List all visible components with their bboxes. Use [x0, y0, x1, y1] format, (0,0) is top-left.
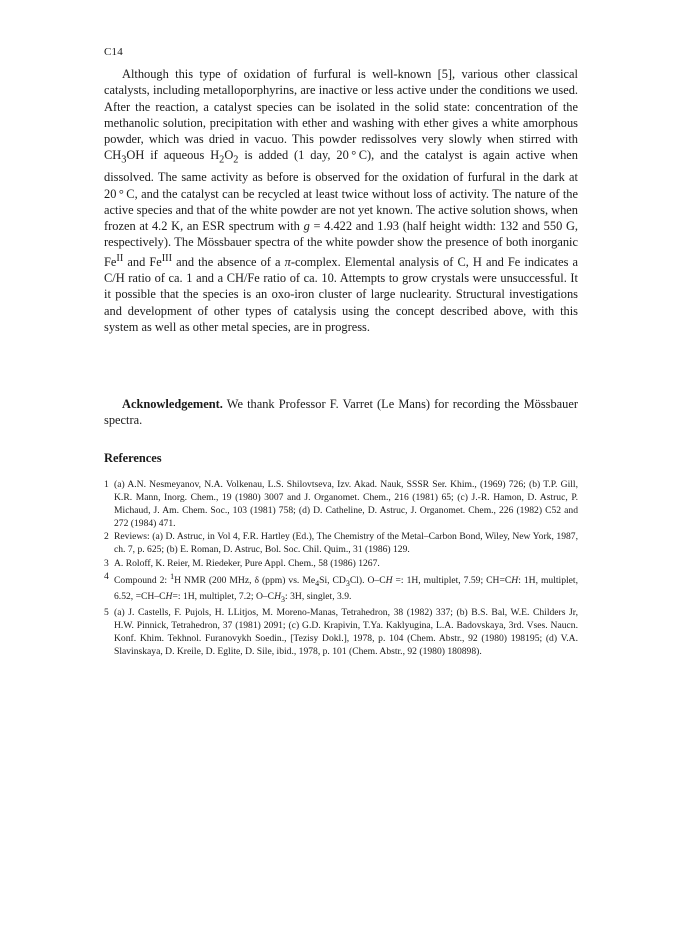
reference-number: 3	[104, 557, 109, 569]
acknowledgement-text: We thank Professor F. Varret (Le Mans) for recording the Mössbauer spectra.	[104, 397, 578, 428]
reference-text: (a) A.N. Nesmeyanov, N.A. Volkenau, L.S. Shilovtseva, Izv. Akad. Nauk, SSSR Ser. Khim., (1969) 726; (b) T.P. Gill, K.R. Mann, Inorg. Chem., 19 (1980) 3007 and J. Organomet. Chem., 216 (1981) 65; (c) J.-R. Hamon, D. Astruc, P. Michaud, J. Am. Chem. Soc., 103 (1981) 758; (d) D. Catheline, D. Astruc, J. Organomet. Chem., 226 (1982) C52 and 272 (1984) 471.	[114, 479, 578, 530]
body-text	[104, 66, 578, 335]
reference-number: 4	[104, 570, 109, 582]
page-number: C14	[104, 46, 123, 58]
reference-item	[104, 478, 578, 530]
reference-list	[104, 478, 578, 658]
reference-text: A. Roloff, K. Reier, M. Riedeker, Pure Appl. Chem., 58 (1986) 1267.	[114, 557, 380, 569]
references-heading: References	[104, 451, 162, 465]
reference-item	[104, 557, 578, 570]
body-paragraph: Although this type of oxidation of furfural is well-known [5], various other classical catalysts, including metalloporphyrins, are inactive or less active under the conditions we used. After the reaction, a catalyst species can be isolated in the solid state: concentration of the methanolic solution, precipitation with ether and washing with ether gives a white amorphous powder, which was dried in vacuo. This powder redissolves very slowly when stirred with $CH_3OH$ if aqueous $H_2O_2$ is added (1 day, 20 ° C), and the catalyst is again active when dissolved. The same activity as before is observed for the oxidation of furfural in the dark at 20 ° C, and the catalyst can be recycled at least twice without loss of activity. The nature of the active species and that of the white powder are not yet known. The active solution shows, when frozen at 4.2 K, an ESR spectrum with g = 4.422 and 1.93 (half height width: 132 and 550 G, respectively). The Mössbauer spectra of the white powder show the presence of both inorganic $Fe^{II}$ and $Fe^{III}$ and the absence of a π-complex. Elemental analysis of C, H and Fe indicates a C/H ratio of ca. 1 and a CH/Fe ratio of ca. 10. Attempts to grow crystals were unsuccessful. It it possible that the species is an oxo-iron cluster of large nuclearity. Structural investigations and development of other types of catalysis using the concept described above, with this system as well as other metal species, are in progress.	[104, 67, 579, 335]
acknowledgement-paragraph	[104, 396, 578, 429]
reference-number: 2	[104, 531, 109, 543]
acknowledgement-heading: Acknowledgement.	[122, 397, 223, 411]
reference-number: 1	[104, 479, 109, 490]
reference-text: (a) J. Castells, F. Pujols, H. LLitjos, M. Moreno-Manas, Tetrahedron, 38 (1982) 337; (b) B.S. Bal, W.E. Childers Jr, H.W. Pinnick, Tetrahedron, 37 (1981) 2091; (c) G.D. Krapivin, T.Ya. Kaklyugina, L.A. Badovskaya, 3rd. Vses. Naucn. Konf. Khim. Tekhnol. Furanovykh Soedin., [Tezisy Dokl.], 1978, p. 104 (Chem. Abstr., 92 (1980) 198195; (d) V.A. Slavinskaya, D. Kreile, D. Eglite, D. Sile, ibid., 1978, p. 101 (Chem. Abstr., 92 (1980) 180898).	[114, 606, 578, 658]
reference-number: 5	[104, 606, 109, 618]
reference-text: Compound 2: $^1$H NMR (200 MHz, δ (ppm) vs. $Me_4Si$, $CD_3Cl$). O–CH =: 1H, multiplet, 7.59; CH=CH: 1H, multiplet, 6.52, =CH–CH=: 1H, multiplet, 7.2; $O-CH_3$: 3H, singlet, 3.9.	[114, 571, 578, 604]
reference-item	[104, 530, 578, 556]
reference-item	[104, 606, 578, 658]
reference-item	[104, 570, 578, 606]
reference-text: Reviews: (a) D. Astruc, in Vol 4, F.R. Hartley (Ed.), The Chemistry of the Metal–Carbon Bond, Wiley, New York, 1987, ch. 7, p. 625; (b) E. Roman, D. Astruc, Bol. Soc. Chil. Quim., 31 (1986) 129.	[114, 531, 578, 556]
acknowledgement	[104, 396, 578, 429]
